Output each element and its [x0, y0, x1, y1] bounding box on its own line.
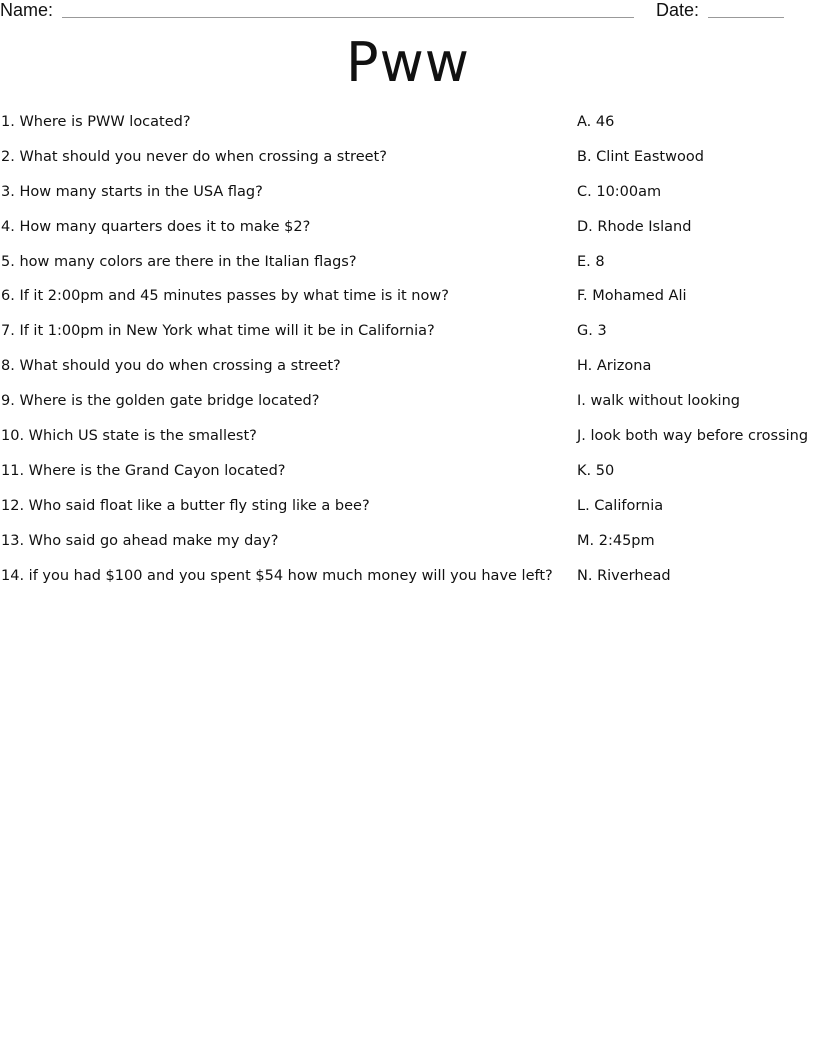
question-list — [1, 111, 561, 599]
answer-item: K. 50 — [577, 462, 615, 479]
answer-item: I. walk without looking — [577, 393, 740, 410]
question-item: 7. If it 1:00pm in New York what time will it be in California? — [1, 323, 435, 340]
question-item: 3. How many starts in the USA flag? — [1, 183, 263, 200]
date-blank-line — [708, 17, 784, 18]
question-item: 6. If it 2:00pm and 45 minutes passes by what time is it now? — [1, 288, 449, 305]
answer-item: J. look both way before crossing — [577, 428, 809, 445]
answer-item: C. 10:00am — [577, 183, 662, 200]
question-item: 13. Who said go ahead make my day? — [1, 532, 279, 549]
question-item: 1. Where is PWW located? — [1, 114, 191, 130]
question-item: 14. if you had $100 and you spent $54 how much money will you have left? — [1, 567, 553, 584]
answer-item: H. Arizona — [577, 358, 652, 375]
answer-list — [577, 111, 816, 599]
question-item: 11. Where is the Grand Cayon located? — [1, 462, 286, 479]
name-blank-line — [62, 17, 634, 18]
answer-item: N. Riverhead — [577, 567, 671, 584]
date-label: Date: — [656, 0, 700, 20]
answer-item: M. 2:45pm — [577, 532, 655, 549]
answer-item: F. Mohamed Ali — [577, 288, 687, 305]
answer-item: G. 3 — [577, 323, 607, 340]
question-item: 12. Who said float like a butter fly sting like a bee? — [1, 497, 370, 514]
question-item: 9. Where is the golden gate bridge located? — [1, 393, 320, 410]
question-item: 4. How many quarters does it to make $2? — [1, 218, 311, 235]
worksheet-header — [0, 0, 816, 24]
question-item: 10. Which US state is the smallest? — [1, 428, 257, 445]
page-title: Pww — [346, 31, 470, 94]
answer-item: B. Clint Eastwood — [577, 148, 704, 165]
answer-item: A. 46 — [577, 114, 615, 130]
name-label: Name: — [0, 0, 54, 20]
question-item: 5. how many colors are there in the Italian flags? — [1, 253, 357, 270]
answer-item: L. California — [577, 497, 664, 514]
question-item: 2. What should you never do when crossing a street? — [1, 148, 387, 165]
answer-item: D. Rhode Island — [577, 218, 692, 235]
question-item: 8. What should you do when crossing a street? — [1, 358, 341, 375]
answer-item: E. 8 — [577, 253, 605, 270]
